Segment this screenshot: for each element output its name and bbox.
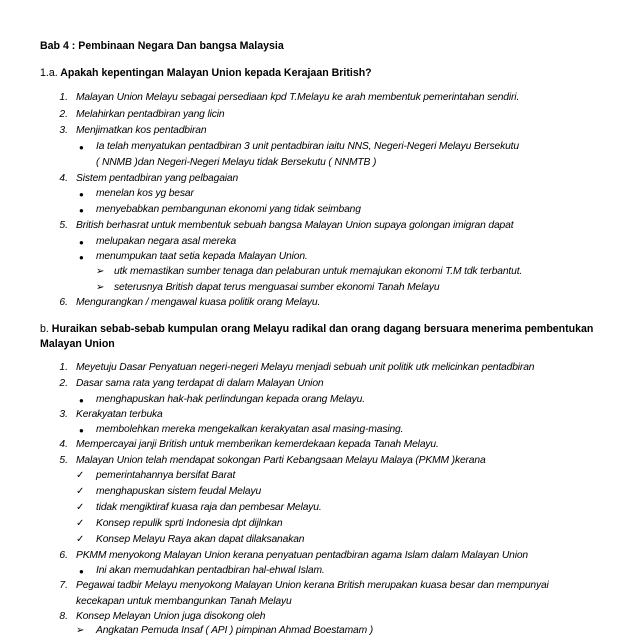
list-number: 1. [59,362,68,373]
list-number: 7. [59,580,68,591]
list-item: tidak mengiktiraf kuasa raja dan pembesar Melayu. [96,502,322,513]
bullet-icon: ● [79,567,84,576]
list-item: Konsep Melayu Raya akan dapat dilaksanakan [96,534,305,545]
list-item: Kerakyatan terbuka [76,409,163,420]
list-item: Pegawai tadbir Melayu menyokong Malayan Union kerana British merupakan kuasa besar dan mempunyai [76,580,549,591]
list-item: Mempercayai janji British untuk memberikan kemerdekaan kepada Tanah Melayu. [76,439,439,450]
question-1a [40,67,372,79]
list-item: Mengurangkan / mengawal kuasa politik orang Melayu. [76,297,321,308]
check-icon: ✓ [76,534,85,545]
question-b-prefix: b. [40,323,49,335]
list-item: kecekapan untuk membangunkan Tanah Melayu [76,596,292,607]
list-item: Malayan Union Melayu sebagai persediaan kpd T.Melayu ke arah membentuk pemerintahan sendiri. [76,92,520,103]
list-number: 3. [59,125,68,136]
list-item: ( NNMB )dan Negeri-Negeri Melayu tidak Bersekutu ( NNMTB ) [96,157,377,168]
list-item: Melahirkan pentadbiran yang licin [76,109,225,120]
list-number: 6. [59,297,68,308]
list-item: seterusnya British dapat terus menguasai sumber ekonomi Tanah Melayu [114,282,440,293]
check-icon: ✓ [76,502,85,513]
list-item: pemerintahannya bersifat Barat [96,470,236,481]
list-item: Angkatan Pemuda Insaf ( API ) pimpinan Ahmad Boestamam ) [96,625,374,636]
question-b [40,323,593,335]
bullet-icon: ● [79,426,84,435]
question-b-line2: Malayan Union [40,338,115,350]
list-item: menyebabkan pembangunan ekonomi yang tidak seimbang [96,204,361,215]
bullet-icon: ● [79,190,84,199]
document-title: Bab 4 : Pembinaan Negara Dan bangsa Malaysia [40,40,284,52]
list-item: menumpukan taat setia kepada Malayan Union. [96,251,308,262]
list-number: 8. [59,611,68,622]
list-item: utk memastikan sumber tenaga dan pelaburan untuk memajukan ekonomi T.M tdk terbantut. [114,266,523,277]
list-number: 2. [59,378,68,389]
list-item: menghapuskan hak-hak perlindungan kepada orang Melayu. [96,394,365,405]
list-item: Menjimatkan kos pentadbiran [76,125,207,136]
list-item: Konsep repulik sprti Indonesia dpt dijlnkan [96,518,283,529]
question-1a-prefix: 1.a. [40,67,58,79]
bullet-icon: ● [79,206,84,215]
list-number: 5. [59,455,68,466]
check-icon: ✓ [76,470,85,481]
list-number: 6. [59,550,68,561]
list-item: Konsep Melayan Union juga disokong oleh [76,611,266,622]
list-item: Meyetuju Dasar Penyatuan negeri-negeri Melayu menjadi sebuah unit politik utk melicinkan pentadbiran [76,362,535,373]
list-item: menghapuskan sistem feudal Melayu [96,486,262,497]
check-icon: ✓ [76,518,85,529]
check-icon: ✓ [76,486,85,497]
list-item: Ini akan memudahkan pentadbiran hal-ehwal Islam. [96,565,325,576]
list-item: Dasar sama rata yang terdapat di dalam Malayan Union [76,378,324,389]
list-item: melupakan negara asal mereka [96,236,237,247]
arrow-icon: ➢ [96,266,105,277]
list-number: 5. [59,220,68,231]
list-number: 4. [59,173,68,184]
list-number: 3. [59,409,68,420]
list-item: British berhasrat untuk membentuk sebuah bangsa Malayan Union supaya golongan imigran dapat [76,220,514,231]
list-item: menelan kos yg besar [96,188,194,199]
question-1a-text: Apakah kepentingan Malayan Union kepada Kerajaan British? [60,67,372,79]
list-item: PKMM menyokong Malayan Union kerana penyatuan pentadbiran agama Islam dalam Malayan Union [76,550,528,561]
arrow-icon: ➢ [76,625,85,636]
bullet-icon: ● [79,253,84,262]
question-b-text: Huraikan sebab-sebab kumpulan orang Melayu radikal dan orang dagang bersuara menerima pembentukan [51,323,594,335]
list-number: 1. [59,92,68,103]
list-number: 4. [59,439,68,450]
list-item: Sistem pentadbiran yang pelbagaian [76,173,239,184]
bullet-icon: ● [79,238,84,247]
list-number: 2. [59,109,68,120]
bullet-icon: ● [79,396,84,405]
bullet-icon: ● [79,143,84,152]
list-item: Malayan Union telah mendapat sokongan Parti Kebangsaan Melayu Malaya (PKMM )kerana [76,455,486,466]
list-item: Ia telah menyatukan pentadbiran 3 unit pentadbiran iaitu NNS, Negeri-Negeri Melayu Bersekutu [96,141,519,152]
list-item: membolehkan mereka mengekalkan kerakyatan asal masing-masing. [96,424,404,435]
arrow-icon: ➢ [96,282,105,293]
